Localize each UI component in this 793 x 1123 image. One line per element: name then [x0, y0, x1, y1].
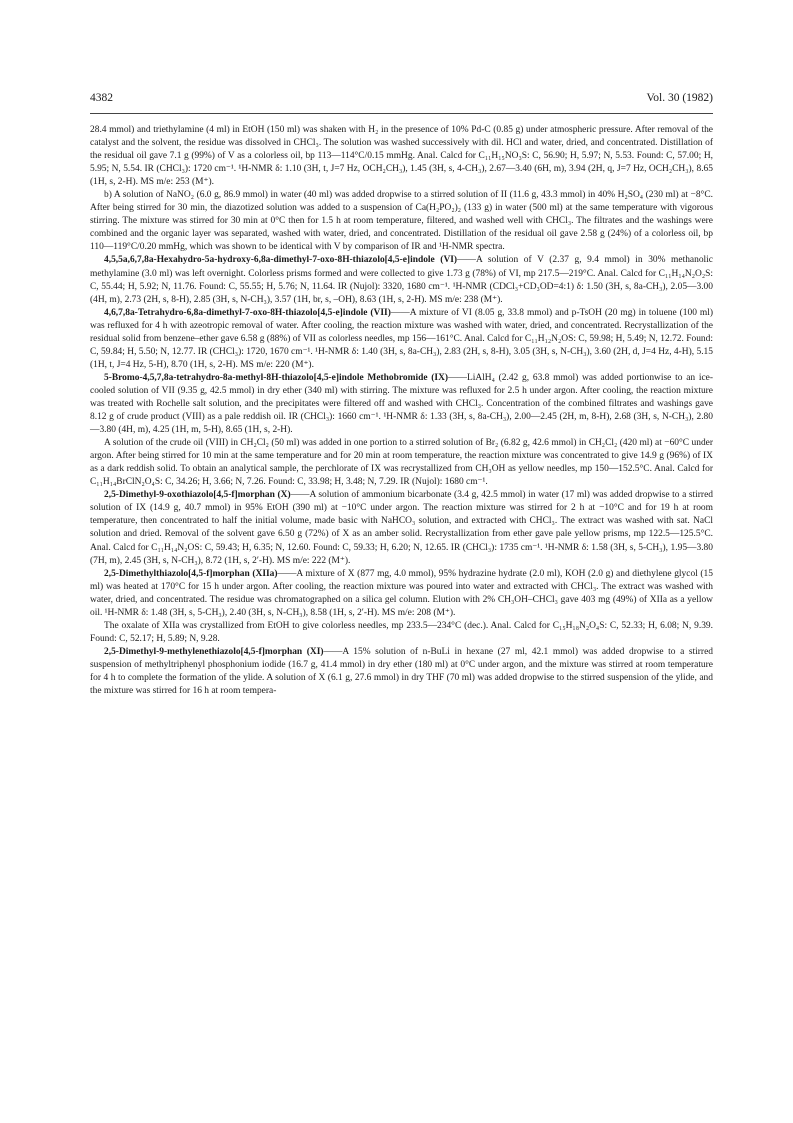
compound-vi-text: ——A solution of V (2.37 g, 9.4 mmol) in 30% methanolic methylamine (3.0 ml) was left overnight. Colorless prisms formed and were collected to give 1.73 g (78%) of VI, mp 217.5—219°C. Anal. Calcd for C₁₁H₁₄N₂O₂S: C, 55.44; H, 5.92; N, 11.76. Found: C, 55.55; H, 5.76; N, 11.64. IR (Nujol): 3320, 1680 cm⁻¹. ¹H-NMR (CDCl₃+CD₃OD=4:1) δ: 1.50 (3H, s, 8a-CH₃), 2.05—3.00 (4H, m), 2.73 (2H, s, 8-H), 2.85 (3H, s, N-CH₃), 3.57 (1H, br, s, –OH), 8.63 (1H, s, 2-H). MS m/e: 238 (M⁺). [90, 255, 713, 305]
compound-ix-title: 5-Bromo-4,5,7,8a-tetrahydro-8a-methyl-8H-thiazolo[4,5-e]indole Methobromide (IX) [104, 372, 449, 383]
compound-vii-text: ——A mixture of VI (8.05 g, 33.8 mmol) and p-TsOH (20 mg) in toluene (100 ml) was refluxed for 4 h with azeotropic removal of water. After cooling, the reaction mixture was washed with water, dried, and concentrated. Recrystallization of the residual solid from benzene–ether gave 6.58 g (88%) of VII as colorless needles, mp 156—161°C. Anal. Calcd for C₁₁H₁₂N₂OS: C, 59.98; H, 5.49; N, 12.72. Found: C, 59.84; H, 5.50; N, 12.77. IR (CHCl₃): 1720, 1670 cm⁻¹. ¹H-NMR δ: 1.40 (3H, s, 8a-CH₃), 2.83 (2H, s, 8-H), 3.05 (3H, s, N-CH₃), 3.60 (2H, d, J=4 Hz, 4-H), 5.15 (1H, t, J=4 Hz, 5-H), 8.70 (1H, s, 2-H). MS m/e: 220 (M⁺). [90, 307, 713, 370]
paragraph-compound-vii [90, 307, 713, 372]
article-body [90, 124, 713, 698]
compound-xiia-title: 2,5-Dimethylthiazolo[4,5-f]morphan (XIIa) [104, 568, 278, 579]
paragraph-compound-ix [90, 372, 713, 437]
compound-ix-text: ——LiAlH₄ (2.42 g, 63.8 mmol) was added portionwise to an ice-cooled solution of VII (9.35 g, 42.5 mmol) in dry ether (340 ml) with stirring. The mixture was refluxed for 2.5 h under argon. After cooling, the reaction mixture was treated with Rochelle salt solution, and the precipitates were filtered off and washed with CHCl₃. Concentration of the combined filtrates and washings gave 8.12 g of crude product (VIII) as a pale reddish oil. IR (CHCl₃): 1660 cm⁻¹. ¹H-NMR δ: 1.33 (3H, s, 8a-CH₃), 2.00—2.45 (2H, m, 8-H), 2.68 (3H, s, N-CH₃), 2.80—3.80 (4H, m), 4.25 (1H, m, 5-H), 8.65 (1H, s, 2-H). [90, 372, 713, 436]
compound-vii-title: 4,6,7,8a-Tetrahydro-6,8a-dimethyl-7-oxo-8H-thiazolo[4,5-e]indole (VII) [104, 307, 391, 318]
compound-xiia-text: ——A mixture of X (877 mg, 4.0 mmol), 95% hydrazine hydrate (2.0 ml), KOH (2.0 g) and diethylene glycol (15 ml) was heated at 170°C for 15 h under argon. After cooling, the reaction mixture was poured into water and extracted with CHCl₃. The extract was washed with water, dried, and concentrated. The residue was chromatographed on a silica gel column. Elution with 2% CH₃OH–CHCl₃ gave 403 mg (49%) of XIIa as a yellow oil. ¹H-NMR δ: 1.48 (3H, s, 5-CH₃), 2.40 (3H, s, N-CH₃), 8.58 (1H, s, 2′-H). MS m/e: 208 (M⁺). [90, 568, 713, 618]
page-header [90, 92, 713, 108]
paragraph-oxalate: The oxalate of XIIa was crystallized from EtOH to give colorless needles, mp 233.5—234°C (dec.). Anal. Calcd for C₁₅H₁₈N₂O₄S: C, 52.33; H, 6.08; N, 9.39. Found: C, 52.17; H, 5.89; N, 9.28. [90, 620, 713, 644]
page-number: 4382 [90, 92, 113, 104]
paragraph-compound-vi [90, 254, 713, 306]
compound-x-title: 2,5-Dimethyl-9-oxothiazolo[4,5-f]morphan (X) [104, 490, 291, 501]
volume-label: Vol. 30 (1982) [646, 92, 713, 104]
compound-x-text: ——A solution of ammonium bicarbonate (3.4 g, 42.5 mmol) in water (17 ml) was added dropwise to a stirred solution of IX (14.9 g, 40.7 mmol) in 95% EtOH (390 ml) at −10°C under argon. The reaction mixture was stirred for 2 h at −10°C and for 19 h at room temperature, then concentrated to half the initial volume, made basic with NaHCO₃ solution, and extracted with CHCl₃. The extract was washed with sat. NaCl solution and dried. Removal of the solvent gave 6.50 g (72%) of X as an amber solid. Recrystallization from ether gave pale yellow prisms, mp 122.5—125.5°C. Anal. Calcd for C₁₁H₁₄N₂OS: C, 59.43; H, 6.35; N, 12.60. Found: C, 59.33; H, 6.20; N, 12.65. IR (CHCl₃): 1735 cm⁻¹. ¹H-NMR δ: 1.58 (3H, s, 5-CH₃), 1.95—3.80 (7H, m), 2.45 (3H, s, N-CH₃), 8.72 (1H, s, 2′-H). MS m/e: 222 (M⁺). [90, 490, 713, 566]
paragraph-compound-x [90, 489, 713, 567]
compound-xi-text: ——A 15% solution of n-BuLi in hexane (27 ml, 42.1 mmol) was added dropwise to a stirred suspension of methyltriphenyl phosphonium iodide (16.7 g, 41.4 mmol) in dry ether (180 ml) at 0°C under argon, and the mixture was stirred at room temperature for 4 h to complete the formation of the ylide. A solution of X (6.1 g, 27.6 mmol) in dry THF (70 ml) was added dropwise to the stirred suspension of the ylide, and the mixture was stirred for 16 h at room tempera- [90, 646, 713, 697]
paragraph-bromination: A solution of the crude oil (VIII) in CH₂Cl₂ (50 ml) was added in one portion to a stirred solution of Br₂ (6.82 g, 42.6 mmol) in CH₂Cl₂ (420 ml) at −60°C under argon. After being stirred for 10 min at the same temperature and for 20 min at room temperature, the reaction mixture was concentrated to give 14.9 g (96%) of IX as a dark reddish solid. To obtain an analytical sample, the perchlorate of IX was recrystallized from CH₃OH as yellow needles, mp 150—152.5°C. Anal. Calcd for C₁₁H₁₄BrClN₂O₄S: C, 34.26; H, 3.66; N, 7.26. Found: C, 33.98; H, 3.48; N, 7.29. IR (Nujol): 1680 cm⁻¹. [90, 438, 713, 488]
paragraph-compound-xi [90, 646, 713, 698]
header-rule [90, 113, 713, 114]
paragraph-method-b: b) A solution of NaNO₂ (6.0 g, 86.9 mmol) in water (40 ml) was added dropwise to a stirred solution of II (11.6 g, 43.3 mmol) in 40% H₂SO₄ (230 ml) at −8°C. After being stirred for 30 min, the diazotized solution was added to a suspension of Ca(H₂PO₂)₂ (133 g) in water (500 ml) at the same temperature with vigorous stirring. The mixture was stirred for 30 min at 0°C then for 1.5 h at room temperature, filtered, and washed well with CHCl₃. The filtrates and the washings were combined and the organic layer was separated, washed with water, dried, and concentrated. Distillation of the residual oil gave 2.58 g (24%) of a colorless oil, bp 110—119°C/0.20 mmHg, which was shown to be identical with V by comparison of IR and ¹H-NMR spectra. [90, 190, 713, 253]
compound-vi-title: 4,5,5a,6,7,8a-Hexahydro-5a-hydroxy-6,8a-dimethyl-7-oxo-8H-thiazolo[4,5-e]indole (VI) [104, 255, 458, 266]
paragraph-compound-xiia [90, 568, 713, 620]
compound-xi-title: 2,5-Dimethyl-9-methylenethiazolo[4,5-f]morphan (XI) [104, 646, 324, 657]
paragraph-continuation: 28.4 mmol) and triethylamine (4 ml) in EtOH (150 ml) was shaken with H₂ in the presence of 10% Pd-C (0.85 g) under atmospheric pressure. After removal of the catalyst and the solvent, the residue was dissolved in CHCl₃. The solution was washed successively with dil. HCl and water, dried, and concentrated. Distillation of the residual oil gave 7.1 g (99%) of V as a colorless oil, bp 113—114°C/0.15 mmHg. Anal. Calcd for C₁₁H₁₅NO₃S: C, 56.90; H, 5.97; N, 5.53. Found: C, 57.00; H, 5.95; N, 5.54. IR (CHCl₃): 1720 cm⁻¹. ¹H-NMR δ: 1.10 (3H, t, J=7 Hz, OCH₂CH₃), 1.45 (3H, s, 4-CH₃), 2.67—3.40 (6H, m), 3.94 (2H, q, J=7 Hz, OCH₂CH₃), 8.65 (1H, s, 2-H). MS m/e: 253 (M⁺). [90, 125, 713, 188]
